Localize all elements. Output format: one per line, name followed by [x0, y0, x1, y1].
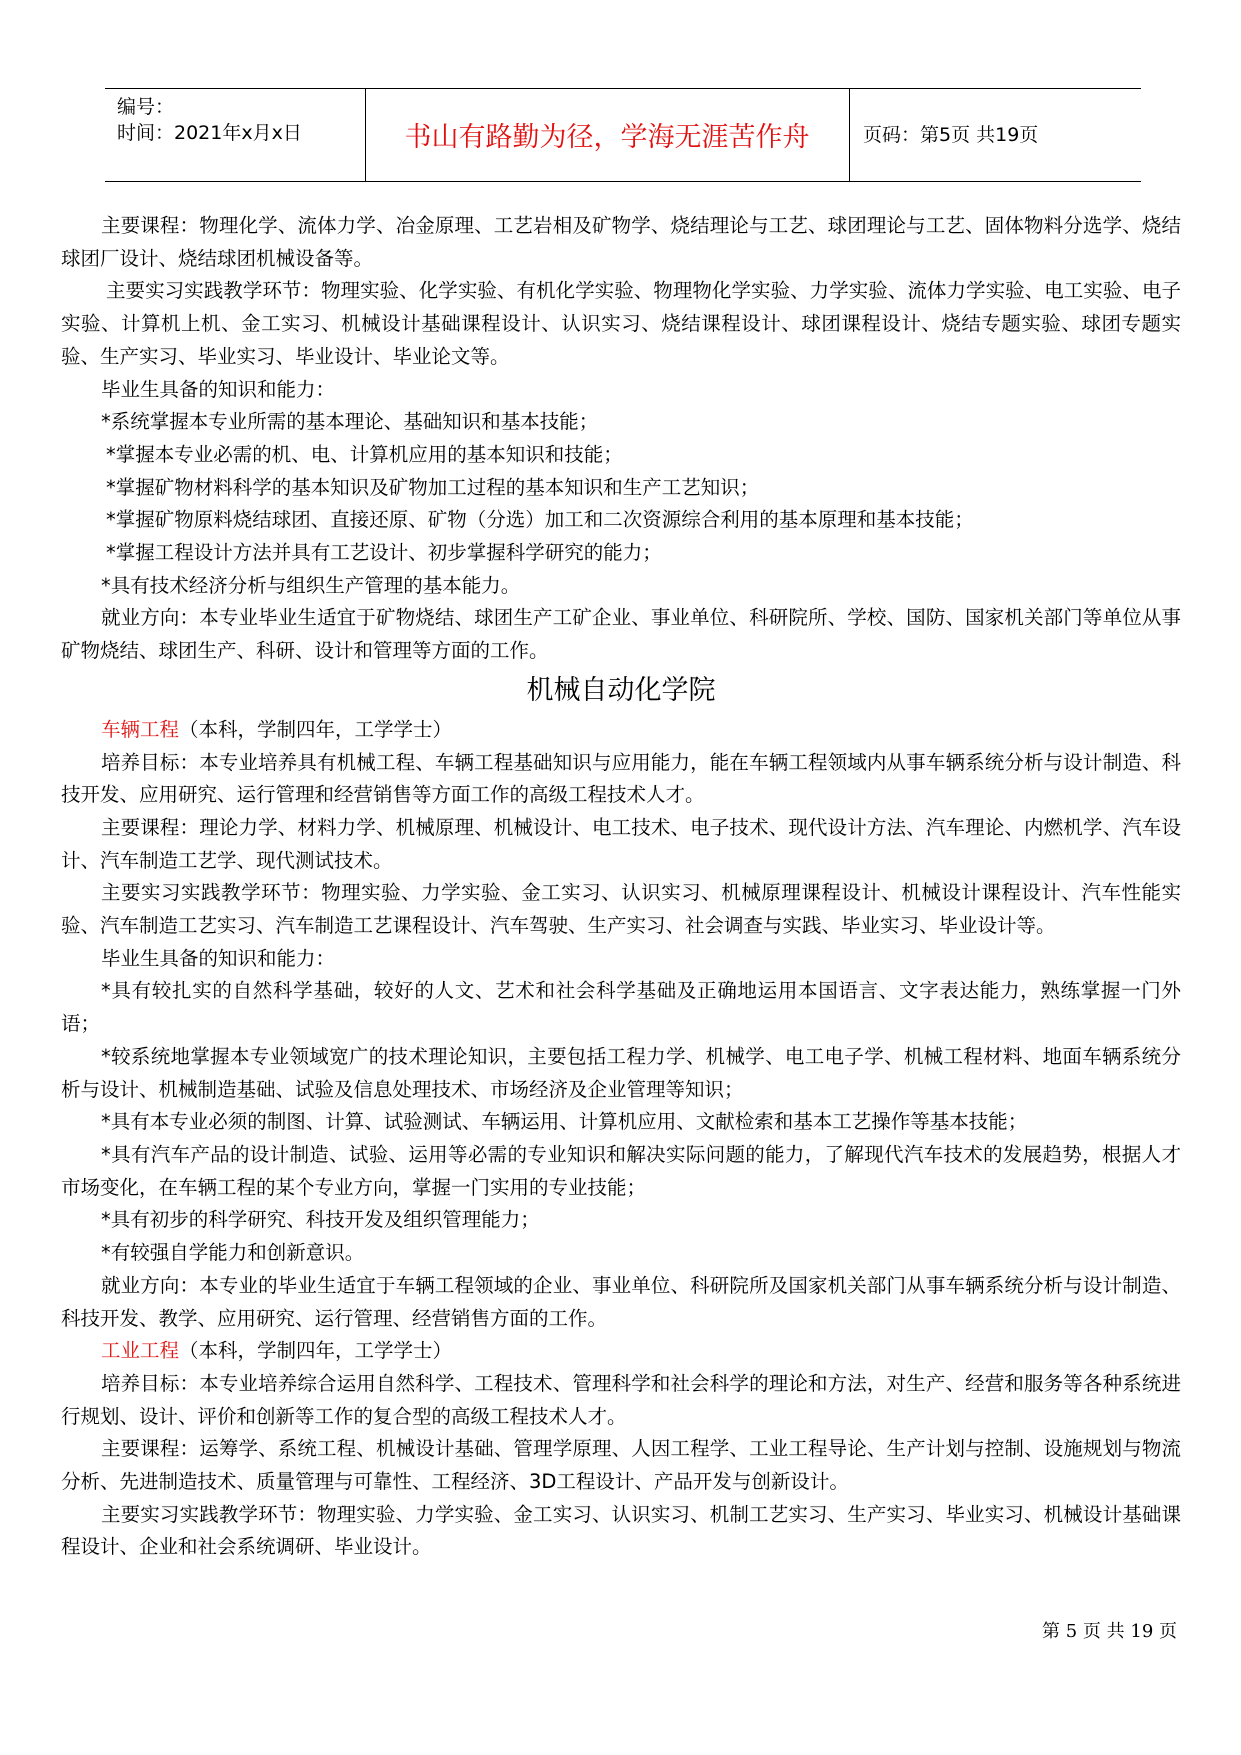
major-name: 工业工程 — [101, 1339, 180, 1363]
list-item: *具有汽车产品的设计制造、试验、运用等必需的专业知识和解决实际问题的能力，了解现代汽车技术的发展趋势，根据人才市场变化，在车辆工程的某个专业方向，掌握一门实用的专业技能； — [61, 1142, 1181, 1199]
major-title — [61, 714, 1181, 747]
list-item: *具有初步的科学研究、科技开发及组织管理能力； — [101, 1208, 540, 1232]
major-info: （本科，学制四年，工学学士） — [179, 1339, 453, 1363]
list-item: *掌握工程设计方法并具有工艺设计、初步掌握科学研究的能力； — [106, 541, 662, 565]
paragraph: 毕业生具备的知识和能力： — [101, 377, 336, 401]
paragraph: 培养目标：本专业培养具有机械工程、车辆工程基础知识与应用能力，能在车辆工程领域内从事车辆系统分析与设计制造、科技开发、应用研究、运行管理和经营销售等方面工作的高级工程技术人才。 — [61, 750, 1181, 807]
list-item: *较系统地掌握本专业领域宽广的技术理论知识，主要包括工程力学、机械学、电工电子学、机械工程材料、地面车辆系统分析与设计、机械制造基础、试验及信息处理技术、市场经济及企业管理等知识； — [61, 1044, 1181, 1101]
header-middle-cell — [365, 89, 850, 181]
paragraph: 主要实习实践教学环节：物理实验、力学实验、金工实习、认识实习、机械原理课程设计、机械设计课程设计、汽车性能实验、汽车制造工艺实习、汽车制造工艺课程设计、汽车驾驶、生产实习、社会调查与实践、毕业实习、毕业设计等。 — [61, 881, 1181, 938]
header-left-cell — [105, 89, 366, 181]
paragraph: 主要课程：理论力学、材料力学、机械原理、机械设计、电工技术、电子技术、现代设计方法、汽车理论、内燃机学、汽车设计、汽车制造工艺学、现代测试技术。 — [61, 815, 1181, 872]
motto: 书山有路勤为径，学海无涯苦作舟 — [404, 122, 810, 153]
list-item: *有较强自学能力和创新意识。 — [101, 1241, 365, 1265]
paragraph: 毕业生具备的知识和能力： — [101, 946, 336, 970]
document-body — [61, 210, 1181, 1564]
list-item: *具有本专业必须的制图、计算、试验测试、车辆运用、计算机应用、文献检索和基本工艺操作等基本技能； — [101, 1110, 1028, 1134]
paragraph: 就业方向：本专业的毕业生适宜于车辆工程领域的企业、事业单位、科研院所及国家机关部门从事车辆系统分析与设计制造、科技开发、教学、应用研究、运行管理、经营销售方面的工作。 — [61, 1273, 1181, 1330]
college-heading: 机械自动化学院 — [526, 674, 716, 706]
number-label: 编号： — [117, 96, 175, 118]
paragraph: 主要课程：物理化学、流体力学、冶金原理、工艺岩相及矿物学、烧结理论与工艺、球团理论与工艺、固体物料分选学、烧结球团厂设计、烧结球团机械设备等。 — [61, 214, 1181, 270]
page-footer: 第 5 页 共 19 页 — [1042, 1621, 1177, 1642]
list-item: *具有较扎实的自然科学基础，较好的人文、艺术和社会科学基础及正确地运用本国语言、文字表达能力，熟练掌握一门外语； — [61, 979, 1181, 1036]
list-item: *掌握矿物材料科学的基本知识及矿物加工过程的基本知识和生产工艺知识； — [106, 475, 760, 499]
paragraph: 主要实习实践教学环节：物理实验、化学实验、有机化学实验、物理物化学实验、力学实验、流体力学实验、电工实验、电子实验、计算机上机、金工实习、机械设计基础课程设计、认识实习、烧结课程设计、球团课程设计、烧结专题实验、球团专题实验、生产实习、毕业实习、毕业设计、毕业论文等。 — [61, 279, 1181, 368]
list-item: *系统掌握本专业所需的基本理论、基础知识和基本技能； — [101, 410, 599, 434]
paragraph: 培养目标：本专业培养综合运用自然科学、工程技术、管理科学和社会科学的理论和方法，对生产、经营和服务等各种系统进行规划、设计、评价和创新等工作的复合型的高级工程技术人才。 — [61, 1371, 1181, 1428]
list-item: *具有技术经济分析与组织生产管理的基本能力。 — [101, 573, 521, 597]
header-right-cell — [849, 89, 1141, 181]
major-name: 车辆工程 — [101, 717, 180, 741]
paragraph: 主要实习实践教学环节：物理实验、力学实验、金工实习、认识实习、机制工艺实习、生产实习、毕业实习、机械设计基础课程设计、企业和社会系统调研、毕业设计。 — [61, 1502, 1181, 1559]
page-code: 页码：第5页 共19页 — [863, 124, 1039, 146]
paragraph: 主要课程：运筹学、系统工程、机械设计基础、管理学原理、人因工程学、工业工程导论、生产计划与控制、设施规划与物流分析、先进制造技术、质量管理与可靠性、工程经济、3D工程设计、产品开发与创新设计。 — [61, 1437, 1181, 1494]
major-info: （本科，学制四年，工学学士） — [179, 717, 453, 741]
paragraph: 就业方向：本专业毕业生适宜于矿物烧结、球团生产工矿企业、事业单位、科研院所、学校、国防、国家机关部门等单位从事矿物烧结、球团生产、科研、设计和管理等方面的工作。 — [61, 606, 1181, 663]
major-title — [61, 1335, 1181, 1368]
list-item: *掌握矿物原料烧结球团、直接还原、矿物（分选）加工和二次资源综合利用的基本原理和基本技能； — [106, 508, 974, 532]
page-header — [105, 88, 1141, 182]
list-item: *掌握本专业必需的机、电、计算机应用的基本知识和技能； — [106, 442, 623, 466]
time-label: 时间：2021年x月x日 — [117, 122, 302, 144]
